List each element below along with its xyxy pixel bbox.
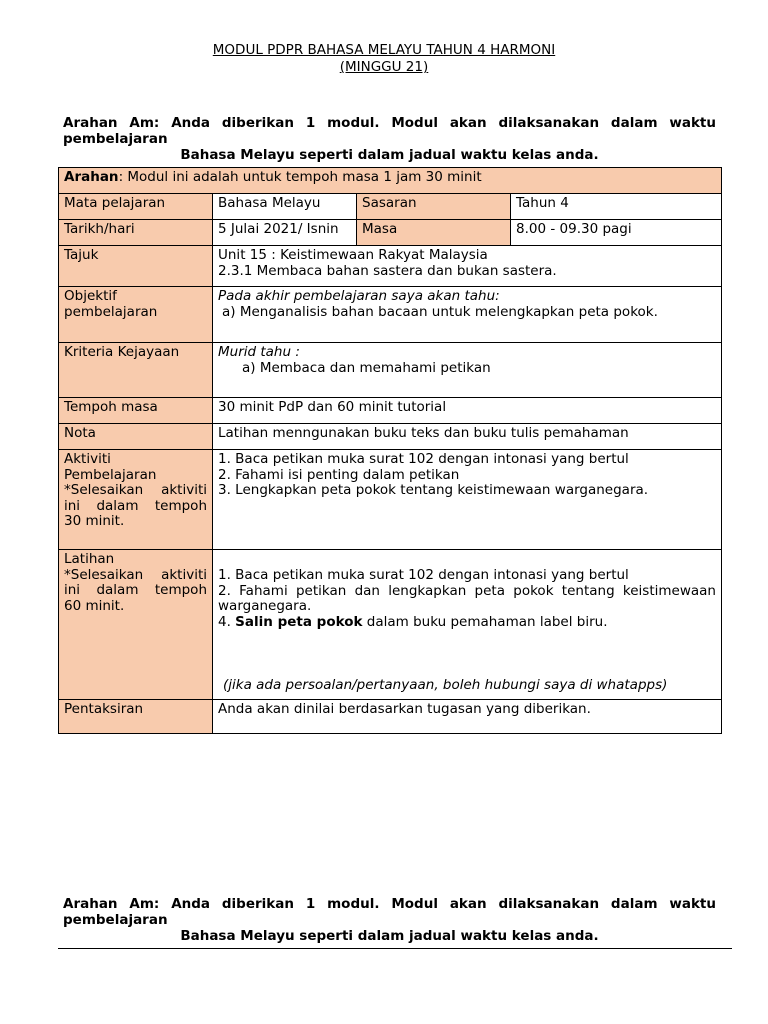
instructions-line-2: pembelajaran — [63, 912, 168, 928]
arahan-row — [59, 168, 722, 194]
objektif-item: a) Menganalisis bahan bacaan untuk melengkapkan peta pokok. — [222, 303, 658, 320]
mata-pelajaran-value: Bahasa Melayu — [213, 194, 357, 220]
instructions-line-3: Bahasa Melayu seperti dalam jadual waktu kelas anda. — [180, 928, 599, 944]
aktiviti-row — [59, 450, 722, 550]
tarikh-value: 5 Julai 2021/ Isnin — [213, 220, 357, 246]
pentaksiran-label: Pentaksiran — [59, 700, 213, 734]
tempoh-value: 30 minit PdP dan 60 minit tutorial — [213, 398, 722, 424]
kriteria-item: a) Membaca dan memahami petikan — [242, 359, 491, 376]
tempoh-row — [59, 398, 722, 424]
aktiviti-label-line-4: ini dalam tempoh — [64, 497, 207, 514]
latihan-item-2-line-1: 2. Fahami petikan dan lengkapkan peta pokok tentang keistimewaan — [218, 582, 716, 599]
objektif-label-line-1: Objektif — [64, 288, 117, 304]
aktiviti-label-line-3: *Selesaikan aktiviti — [64, 482, 207, 498]
title-line-1: MODUL PDPR BAHASA MELAYU TAHUN 4 HARMONI — [212, 42, 556, 58]
aktiviti-label-line-2: Pembelajaran — [64, 466, 157, 483]
aktiviti-label — [59, 450, 213, 550]
latihan-item-1: 1. Baca petikan muka surat 102 dengan intonasi yang bertul — [218, 567, 629, 583]
latihan-item-4-bold: Salin peta pokok — [235, 613, 363, 630]
masa-value: 8.00 - 09.30 pagi — [511, 220, 722, 246]
kriteria-intro: Murid tahu : — [218, 344, 300, 360]
general-instructions-top — [63, 115, 716, 163]
latihan-label-line-4: 60 minit. — [64, 597, 125, 614]
tajuk-line-1: Unit 15 : Keistimewaan Rakyat Malaysia — [218, 247, 488, 263]
masa-label: Masa — [357, 220, 511, 246]
latihan-label-line-3: ini dalam tempoh — [64, 582, 207, 598]
latihan-value — [213, 550, 722, 700]
pentaksiran-value: Anda akan dinilai berdasarkan tugasan yang diberikan. — [213, 700, 722, 734]
sasaran-label: Sasaran — [357, 194, 511, 220]
kriteria-label: Kriteria Kejayaan — [59, 343, 213, 398]
document-title — [0, 42, 768, 76]
latihan-label — [59, 550, 213, 700]
instructions-line-2: pembelajaran — [63, 131, 168, 147]
aktiviti-label-line-1: Aktiviti — [64, 451, 111, 467]
tajuk-line-2: 2.3.1 Membaca bahan sastera dan bukan sastera. — [218, 262, 557, 279]
latihan-row — [59, 550, 722, 700]
latihan-label-line-2: *Selesaikan aktiviti — [64, 566, 207, 583]
module-table — [58, 167, 722, 734]
tempoh-label: Tempoh masa — [59, 398, 213, 424]
tajuk-row — [59, 246, 722, 287]
nota-value: Latihan menngunakan buku teks dan buku tulis pemahaman — [213, 424, 722, 450]
objektif-label — [59, 287, 213, 343]
nota-row — [59, 424, 722, 450]
latihan-item-4 — [218, 615, 716, 631]
instructions-line-1: Arahan Am: Anda diberikan 1 modul. Modul akan dilaksanakan dalam waktu — [63, 896, 716, 912]
tajuk-value — [213, 246, 722, 287]
aktiviti-item: 2. Fahami isi penting dalam petikan — [218, 466, 460, 483]
objektif-value — [213, 287, 722, 343]
arahan-label: Arahan — [64, 169, 119, 185]
mata-pelajaran-label: Mata pelajaran — [59, 194, 213, 220]
arahan-cell — [59, 168, 722, 194]
objektif-row — [59, 287, 722, 343]
bottom-divider — [58, 948, 732, 949]
aktiviti-label-line-5: 30 minit. — [64, 513, 125, 529]
latihan-label-line-1: Latihan — [64, 551, 115, 567]
aktiviti-item: 1. Baca petikan muka surat 102 dengan intonasi yang bertul — [218, 451, 629, 467]
tajuk-label: Tajuk — [59, 246, 213, 287]
latihan-item-2-line-2: warganegara. — [218, 598, 312, 614]
objektif-intro: Pada akhir pembelajaran saya akan tahu: — [218, 288, 500, 304]
kriteria-value — [213, 343, 722, 398]
latihan-item-4-suffix: dalam buku pemahaman label biru. — [362, 613, 608, 630]
aktiviti-value — [213, 450, 722, 550]
tarikh-row — [59, 220, 722, 246]
objektif-label-line-2: pembelajaran — [64, 303, 158, 320]
kriteria-row — [59, 343, 722, 398]
general-instructions-bottom — [63, 896, 716, 944]
instructions-line-1: Arahan Am: Anda diberikan 1 modul. Modul akan dilaksanakan dalam waktu — [63, 115, 716, 131]
mata-pelajaran-row — [59, 194, 722, 220]
latihan-item-4-prefix: 4. — [218, 613, 236, 630]
tarikh-label: Tarikh/hari — [59, 220, 213, 246]
arahan-text: : Modul ini adalah untuk tempoh masa 1 jam 30 minit — [118, 169, 482, 185]
title-line-2: (MINGGU 21) — [339, 59, 429, 75]
latihan-contact-note: (jika ada persoalan/pertanyaan, boleh hubungi saya di whatapps) — [223, 676, 668, 693]
nota-label: Nota — [59, 424, 213, 450]
aktiviti-item: 3. Lengkapkan peta pokok tentang keistimewaan warganegara. — [218, 482, 649, 498]
sasaran-value: Tahun 4 — [511, 194, 722, 220]
pentaksiran-row — [59, 700, 722, 734]
instructions-line-3: Bahasa Melayu seperti dalam jadual waktu kelas anda. — [180, 147, 599, 163]
